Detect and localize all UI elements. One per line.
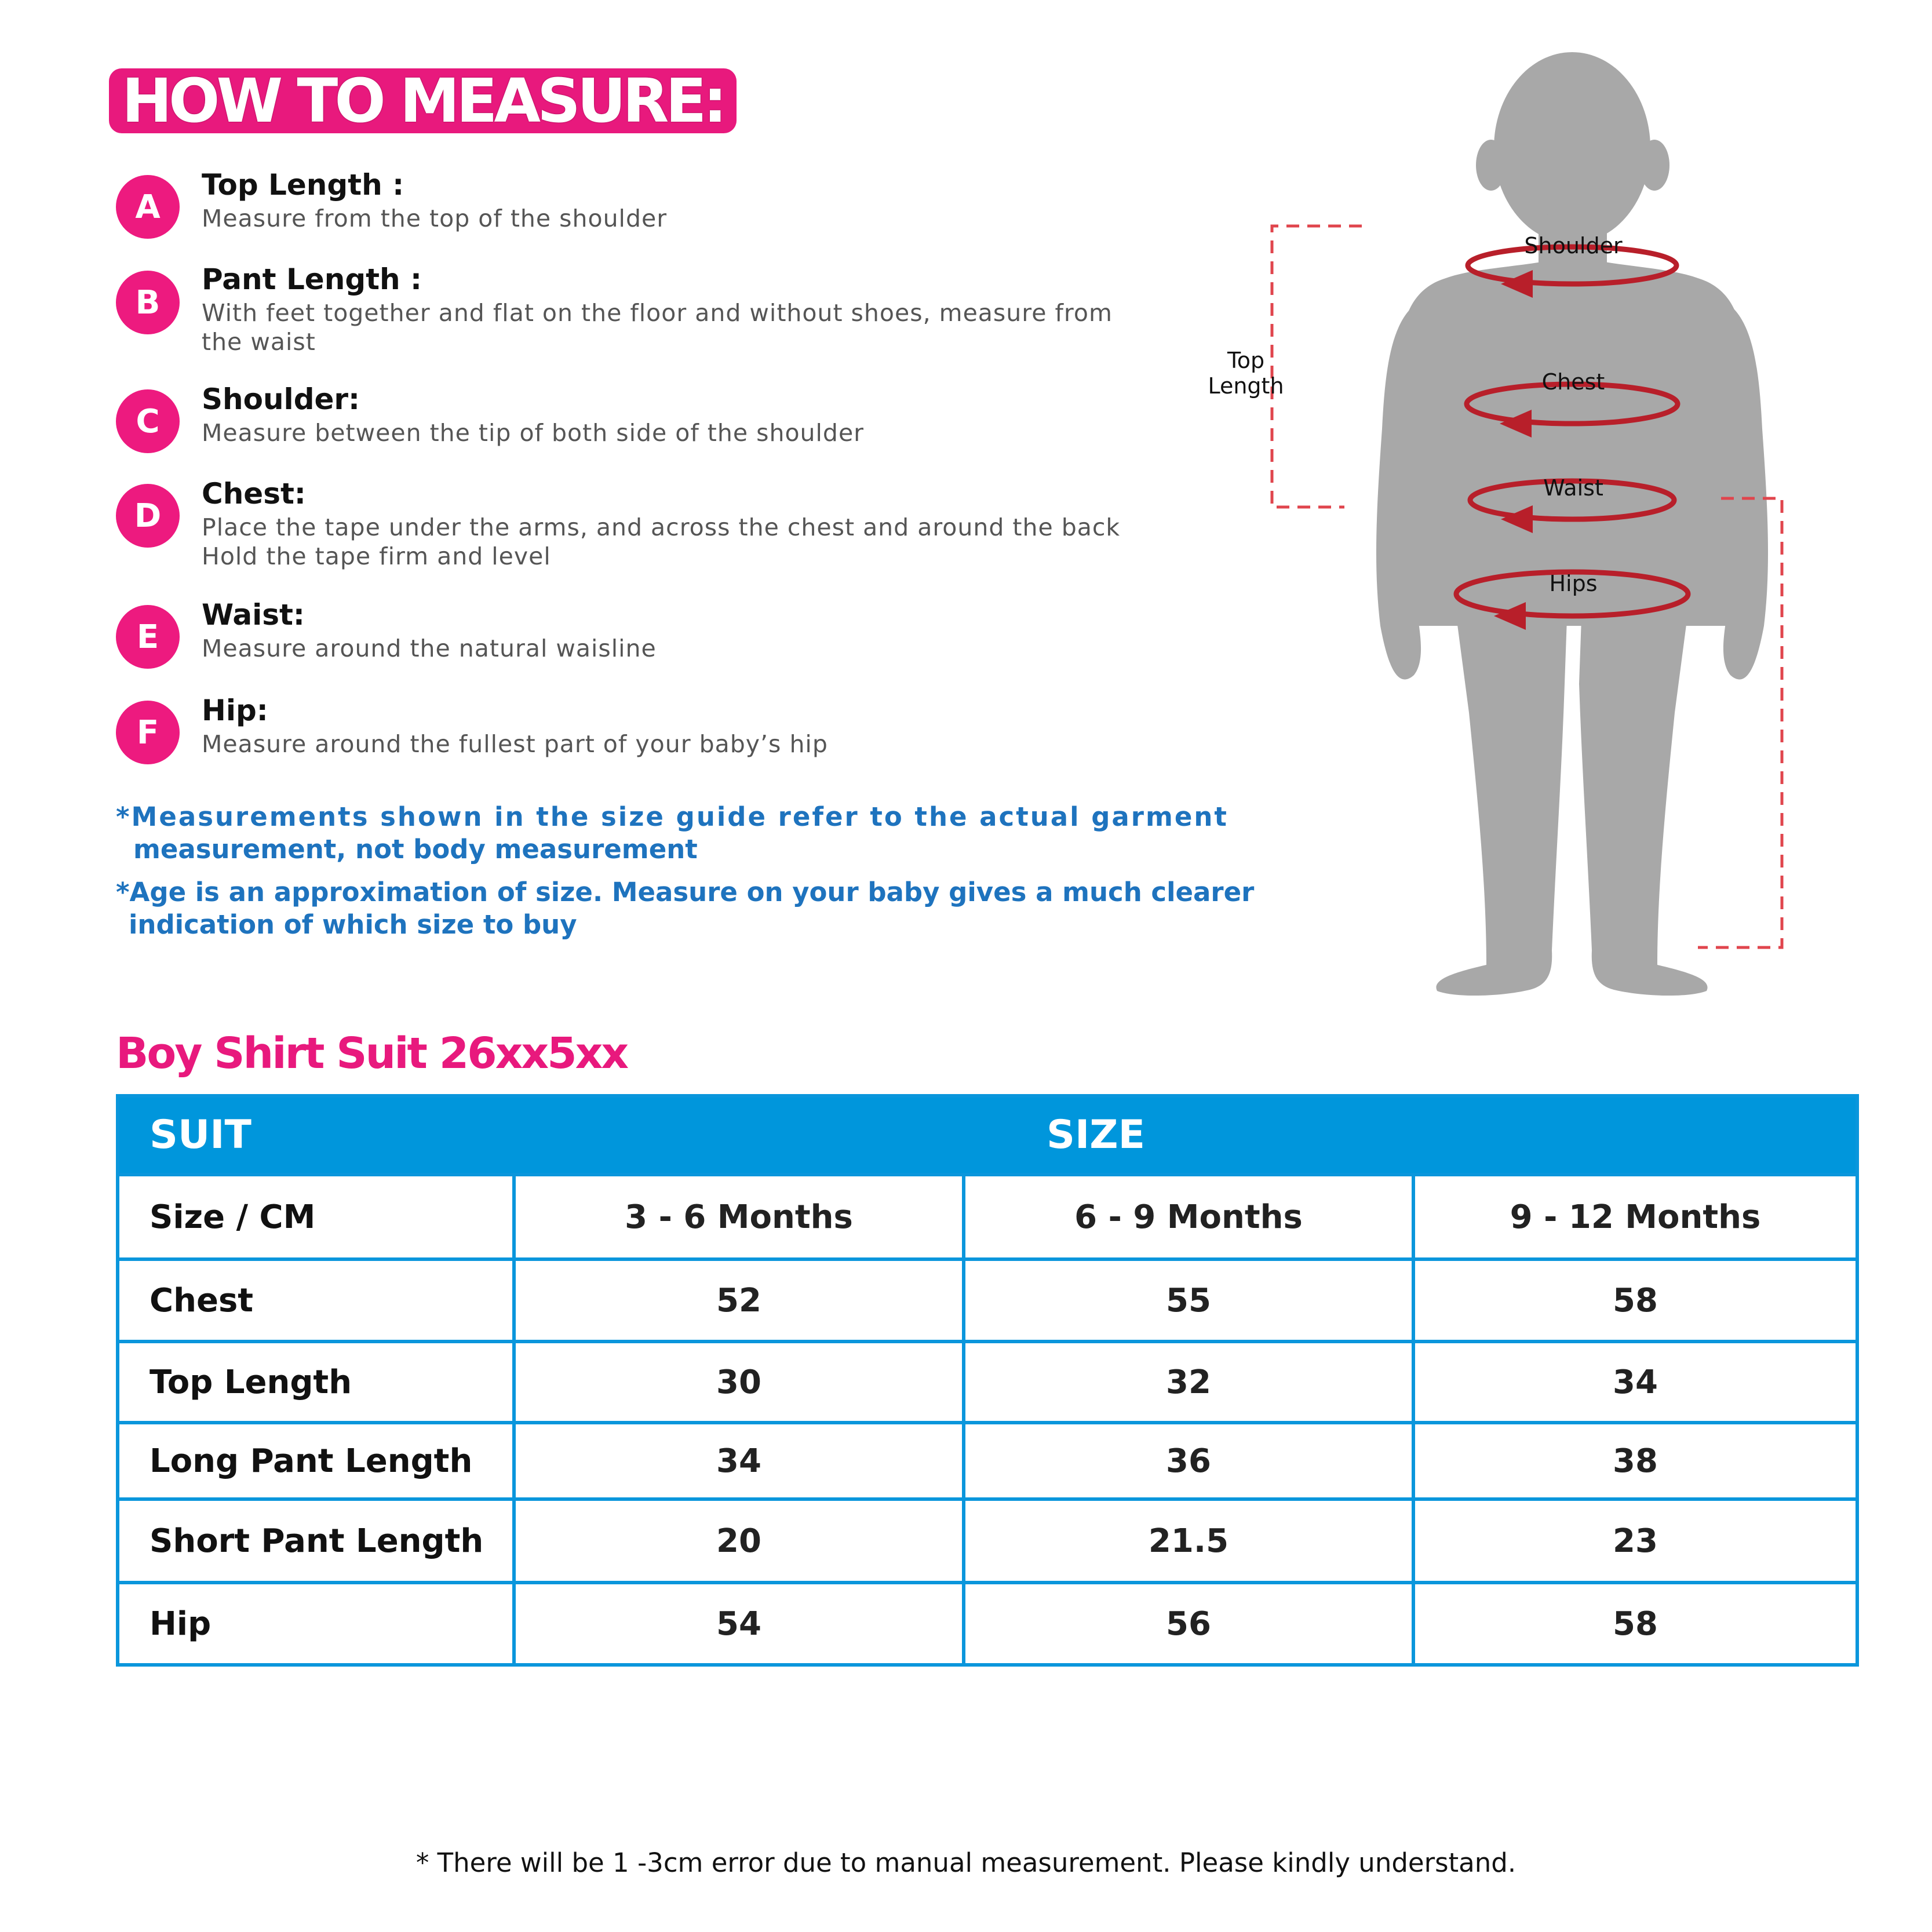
table-cell: 54 [512, 1584, 962, 1663]
table-cell: 56 [962, 1584, 1412, 1663]
note-line: measurement, not body measurement [133, 834, 698, 865]
table-cell: 34 [512, 1424, 962, 1497]
table-column-header-row [119, 1173, 1856, 1257]
table-cell: 38 [1412, 1424, 1856, 1497]
table-cell: 55 [962, 1261, 1412, 1340]
waist-label: Waist [1543, 475, 1603, 501]
step-badge-a: A [116, 175, 180, 239]
step-desc: Measure between the tip of both side of the shoulder [202, 419, 865, 447]
step-desc-2: Hold the tape firm and level [202, 542, 551, 570]
table-cell: 30 [512, 1343, 962, 1421]
top-length-label [1188, 348, 1304, 399]
age-approximation-note [116, 876, 1254, 941]
step-desc: Measure from the top of the shoulder [202, 205, 668, 232]
column-header: 3 - 6 Months [512, 1176, 962, 1257]
step-title: Hip: [202, 694, 268, 727]
chest-label: Chest [1541, 369, 1605, 395]
row-label: Chest [150, 1281, 254, 1319]
header-suit: SUIT [150, 1112, 251, 1158]
table-cell: 23 [1412, 1501, 1856, 1581]
column-header: 9 - 12 Months [1412, 1176, 1856, 1257]
note-line: *Measurements shown in the size guide refer to the actual garment [116, 801, 1229, 832]
size-chart-table [116, 1094, 1859, 1667]
top-length-label-line: Top [1227, 348, 1265, 373]
hips-label: Hips [1549, 571, 1598, 596]
table-header-band [119, 1098, 1856, 1173]
row-label: Short Pant Length [150, 1522, 484, 1560]
table-cell: 58 [1412, 1261, 1856, 1340]
table-row [119, 1421, 1856, 1497]
table-row [119, 1581, 1856, 1663]
step-desc: With feet together and flat on the floor and without shoes, measure from the waist [202, 299, 1113, 356]
step-title: Chest: [202, 477, 306, 511]
step-title: Top Length : [202, 168, 404, 202]
child-silhouette-icon [1246, 46, 1907, 1020]
row-label: Top Length [150, 1363, 352, 1401]
step-desc: Measure around the fullest part of your baby’s hip [202, 730, 828, 758]
table-row [119, 1257, 1856, 1340]
garment-measurement-note [116, 801, 1229, 866]
table-cell: 21.5 [962, 1501, 1412, 1581]
row-label: Long Pant Length [150, 1442, 473, 1480]
table-cell: 20 [512, 1501, 962, 1581]
row-label: Hip [150, 1605, 212, 1643]
page-title: HOW TO MEASURE: [122, 65, 724, 136]
top-length-label-line: Length [1208, 373, 1284, 399]
table-title: Boy Shirt Suit 26xx5xx [116, 1029, 628, 1078]
column-header: 6 - 9 Months [962, 1176, 1412, 1257]
shoulder-label: Shoulder [1524, 233, 1623, 258]
table-row [119, 1497, 1856, 1581]
table-cell: 34 [1412, 1343, 1856, 1421]
step-badge-e: E [116, 605, 180, 669]
step-desc: Place the tape under the arms, and across the chest and around the back [202, 513, 1121, 541]
header-size: SIZE [1047, 1112, 1146, 1158]
step-title: Shoulder: [202, 382, 360, 416]
table-cell: 52 [512, 1261, 962, 1340]
note-line: indication of which size to buy [129, 909, 577, 940]
table-cell: 32 [962, 1343, 1412, 1421]
note-line: *Age is an approximation of size. Measure on your baby gives a much clearer [116, 877, 1255, 907]
table-cell: 36 [962, 1424, 1412, 1497]
step-title: Pant Length : [202, 263, 422, 296]
step-badge-d: D [116, 484, 180, 548]
step-title: Waist: [202, 598, 305, 632]
step-desc: Measure around the natural waisline [202, 635, 657, 662]
step-badge-f: F [116, 701, 180, 764]
footer-disclaimer: * There will be 1 -3cm error due to manual measurement. Please kindly understand. [415, 1847, 1517, 1878]
table-row [119, 1340, 1856, 1421]
page-title-banner [109, 65, 737, 136]
child-measurement-figure [1208, 46, 1907, 1020]
column-header: Size / CM [150, 1198, 316, 1236]
step-badge-c: C [116, 389, 180, 453]
table-cell: 58 [1412, 1584, 1856, 1663]
step-badge-b: B [116, 271, 180, 334]
